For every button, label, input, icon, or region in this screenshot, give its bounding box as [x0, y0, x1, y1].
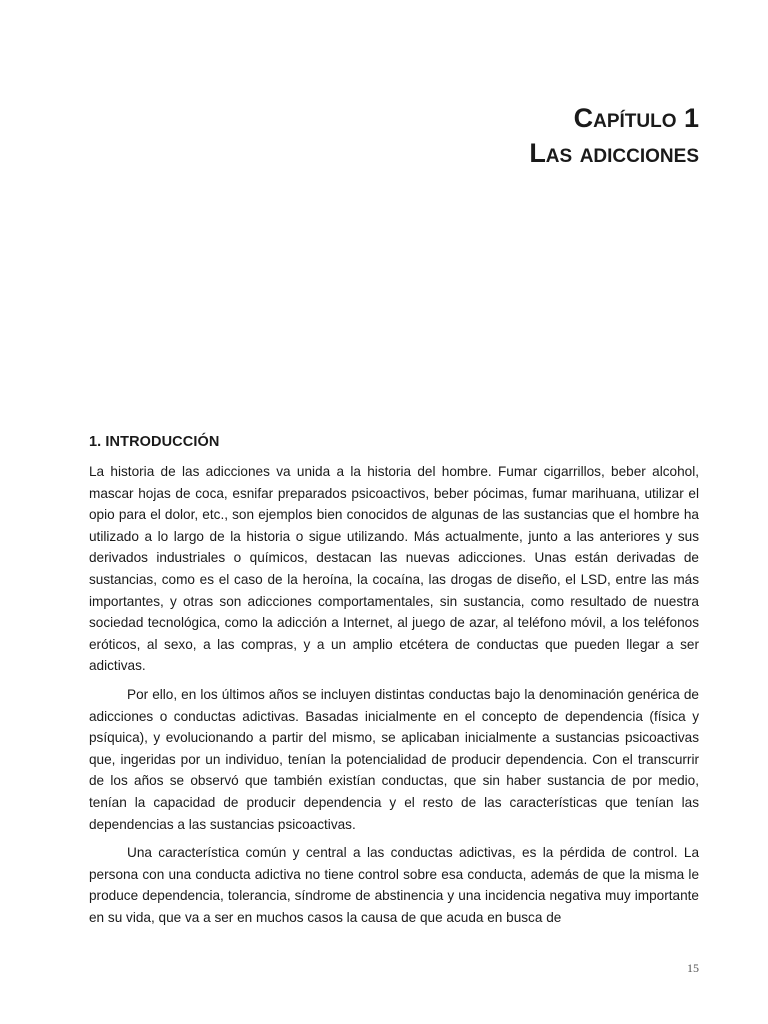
page-body — [89, 432, 699, 935]
paragraph-3: Una característica común y central a las conductas adictivas, es la pérdida de control. La persona con una conducta adictiva no tiene control sobre esa conducta, además de que la misma le produce dependencia, tolerancia, síndrome de abstinencia y una incidencia negativa muy importante en su vida, que va a ser en muchos casos la causa de que acuda en busca de — [89, 845, 699, 925]
section-title: 1. INTRODUCCIÓN — [89, 434, 220, 450]
chapter-number: Capítulo 1 — [573, 103, 699, 133]
chapter-heading — [529, 101, 699, 171]
page-number: 15 — [687, 961, 699, 975]
paragraph-2: Por ello, en los últimos años se incluyen distintas conductas bajo la denominación genérica de adicciones o conductas adictivas. Basadas inicialmente en el concepto de dependencia (física y psíquica), y evolucionando a partir del mismo, se aplicaban inicialmente a sustancias psicoactivas que, ingeridas por un individuo, tenían la potencialidad de producir dependencia. Con el transcurrir de los años se observó que también existían conductas, que sin haber sustancia de por medio, tenían la capacidad de producir dependencia y el resto de las características que tenían las dependencias a las sustancias psicoactivas. — [89, 686, 699, 832]
paragraph-1: La historia de las adicciones va unida a la historia del hombre. Fumar cigarrillos, beber alcohol, mascar hojas de coca, esnifar preparados psicoactivos, beber pócimas, fumar marihuana, utilizar el opio para el dolor, etc., son ejemplos bien conocidos de algunas de las sustancias que el hombre ha utilizado a lo largo de la historia o sigue utilizando. Más actualmente, junto a las anteriores y sus derivados industriales o químicos, destacan las nuevas adicciones. Unas están derivadas de sustancias, como es el caso de la heroína, la cocaína, las drogas de diseño, el LSD, entre las más importantes, y otras son adicciones comportamentales, sin sustancia, como resultado de nuestra sociedad tecnológica, como la adicción a Internet, al juego de azar, al teléfono móvil, a los teléfonos eróticos, al sexo, a las compras, y a un amplio etcétera de conductas que pueden llegar a ser adictivas. — [89, 464, 699, 674]
chapter-title: Las adicciones — [529, 138, 699, 168]
